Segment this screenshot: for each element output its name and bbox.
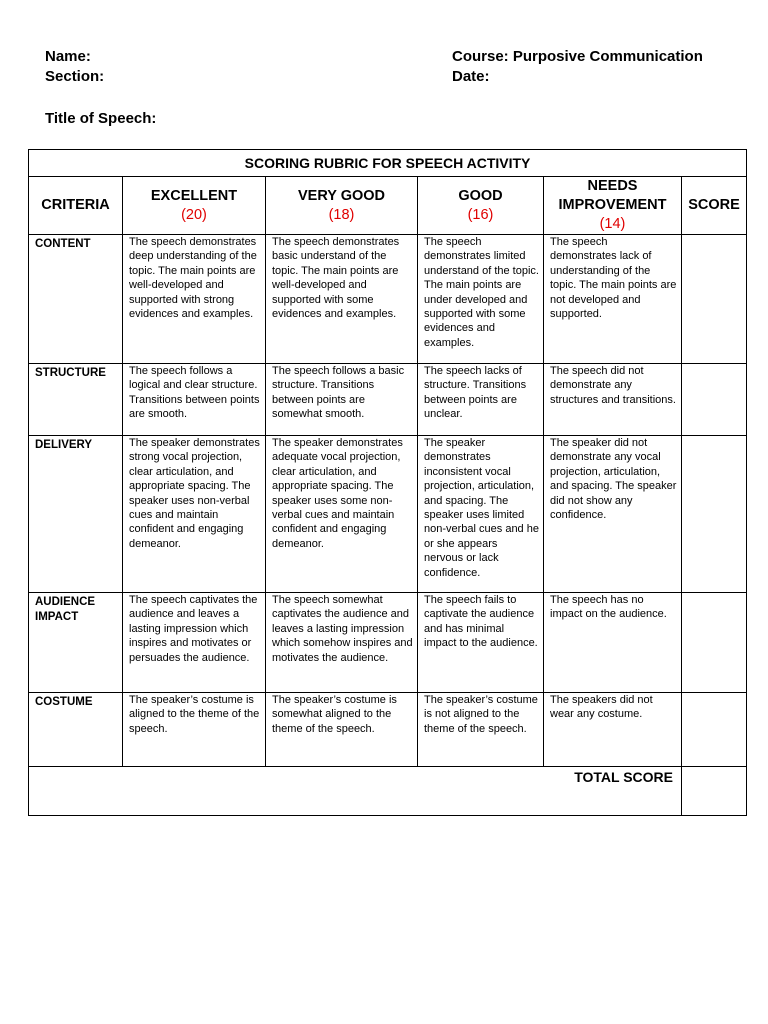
content-needs-improvement: The speech demonstrates lack of understanding of the topic. The main points are not developed and supported.	[544, 235, 682, 364]
section-label: Section:	[45, 68, 105, 85]
delivery-excellent: The speaker demonstrates strong vocal projection, clear articulation, and appropriate spacing. The speaker uses non-verbal cues and maintain confident and engaging demeanor.	[123, 436, 266, 593]
criterion-costume: COSTUME	[29, 693, 123, 767]
very-good-header	[266, 177, 418, 235]
criteria-header-label: CRITERIA	[41, 197, 110, 213]
structure-excellent: The speech follows a logical and clear structure. Transitions between points are smooth.	[123, 364, 266, 436]
title-of-speech-label: Title of Speech:	[45, 110, 157, 127]
costume-very-good: The speaker’s costume is somewhat aligned to the theme of the speech.	[266, 693, 418, 767]
structure-score-cell[interactable]	[682, 364, 747, 436]
excellent-header	[123, 177, 266, 235]
scoring-rubric-table	[28, 149, 747, 816]
delivery-needs-improvement: The speaker did not demonstrate any vocal projection, articulation, and spacing. The speaker did not show any confidence.	[544, 436, 682, 593]
costume-needs-improvement: The speakers did not wear any costume.	[544, 693, 682, 767]
rubric-row-delivery	[29, 436, 747, 593]
excellent-points: (20)	[181, 206, 207, 223]
content-excellent: The speech demonstrates deep understanding of the topic. The main points are well-developed and supported with strong evidences and examples.	[123, 235, 266, 364]
delivery-score-cell[interactable]	[682, 436, 747, 593]
rubric-row-total	[29, 767, 747, 816]
delivery-very-good: The speaker demonstrates adequate vocal projection, clear articulation, and appropriate spacing. The speaker uses some non-verbal cues and maintain confident and engaging demeanor.	[266, 436, 418, 593]
total-score-cell[interactable]	[682, 767, 747, 816]
needs-improvement-header	[544, 177, 682, 235]
total-score-label: TOTAL SCORE	[29, 767, 682, 816]
good-header-label: GOOD	[458, 187, 503, 204]
rubric-title: SCORING RUBRIC FOR SPEECH ACTIVITY	[29, 150, 747, 177]
audience-impact-excellent: The speech captivates the audience and leaves a lasting impression which inspires and motivates or persuades the audience.	[123, 593, 266, 693]
structure-good: The speech lacks of structure. Transitions between points are unclear.	[418, 364, 544, 436]
criterion-content: CONTENT	[29, 235, 123, 364]
audience-impact-needs-improvement: The speech has no impact on the audience.	[544, 593, 682, 693]
needs-points: (14)	[599, 216, 626, 232]
very-good-points: (18)	[328, 206, 355, 223]
very-good-header-label: VERY GOOD	[297, 187, 386, 204]
audience-impact-good: The speech fails to captivate the audience and has minimal impact to the audience.	[418, 593, 544, 693]
rubric-header-row	[29, 177, 747, 235]
score-header	[682, 177, 747, 235]
criterion-audience-impact: AUDIENCE IMPACT	[29, 593, 123, 693]
good-points: (16)	[467, 206, 494, 223]
criterion-delivery: DELIVERY	[29, 436, 123, 593]
structure-needs-improvement: The speech did not demonstrate any structures and transitions.	[544, 364, 682, 436]
rubric-row-audience-impact	[29, 593, 747, 693]
delivery-good: The speaker demonstrates inconsistent vocal projection, articulation, and spacing. The speaker uses limited non-verbal cues and he or she appears nervous or lack confidence.	[418, 436, 544, 593]
excellent-header-label: EXCELLENT	[150, 187, 238, 204]
needs-header-line2: IMPROVEMENT	[558, 197, 667, 213]
name-label: Name:	[45, 48, 91, 65]
content-good: The speech demonstrates limited understand of the topic. The main points are under developed and supported with some evidences and examples.	[418, 235, 544, 364]
audience-impact-score-cell[interactable]	[682, 593, 747, 693]
rubric-row-costume	[29, 693, 747, 767]
content-score-cell[interactable]	[682, 235, 747, 364]
criteria-header	[29, 177, 123, 235]
criterion-structure: STRUCTURE	[29, 364, 123, 436]
rubric-row-content	[29, 235, 747, 364]
audience-impact-very-good: The speech somewhat captivates the audience and leaves a lasting impression which somehow inspires and motivates the audience.	[266, 593, 418, 693]
good-header	[418, 177, 544, 235]
date-label: Date:	[452, 68, 490, 85]
costume-good: The speaker’s costume is not aligned to the theme of the speech.	[418, 693, 544, 767]
rubric-row-structure	[29, 364, 747, 436]
costume-score-cell[interactable]	[682, 693, 747, 767]
score-header-label: SCORE	[688, 197, 740, 213]
course-label: Course: Purposive Communication	[452, 48, 703, 65]
structure-very-good: The speech follows a basic structure. Transitions between points are somewhat smooth.	[266, 364, 418, 436]
needs-header-line1: NEEDS	[587, 178, 638, 194]
content-very-good: The speech demonstrates basic understand of the topic. The main points are well-developed and supported with some evidences and examples.	[266, 235, 418, 364]
costume-excellent: The speaker’s costume is aligned to the theme of the speech.	[123, 693, 266, 767]
